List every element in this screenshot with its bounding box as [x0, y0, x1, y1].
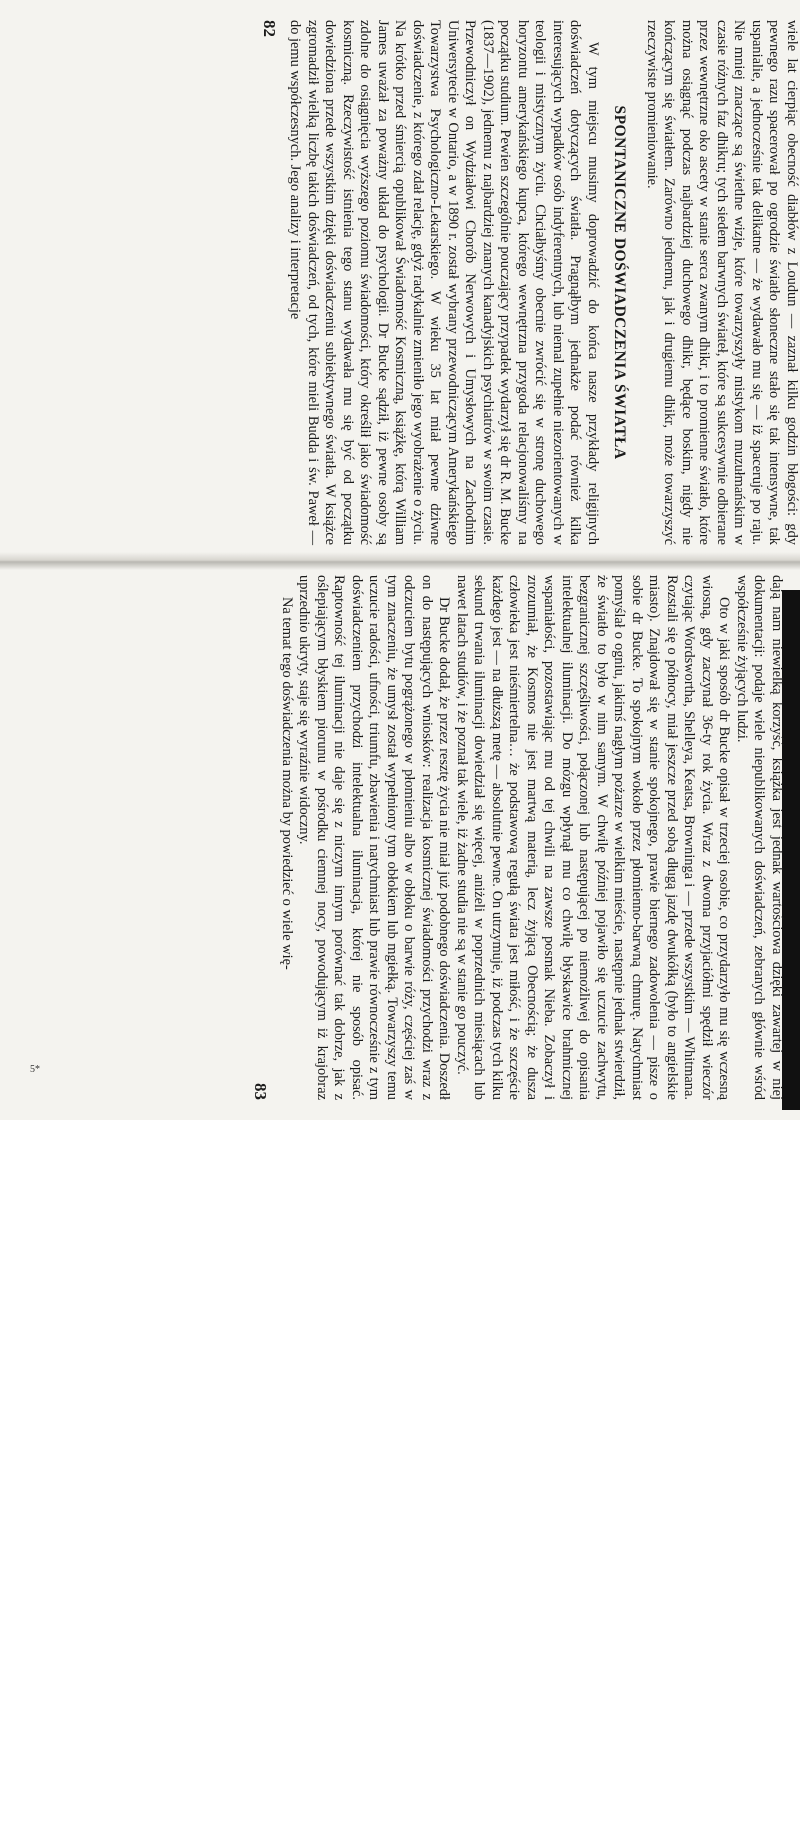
- page-fold-shadow: [0, 552, 800, 570]
- paragraph-main: W tym miejscu musimy doprowadzić do końca nasze przykłady religijnych doświadczeń dotyczących światła. Pragnąłbym jednakże podać również kilka interesujących wypadków osób indyferentnych, lub niemal zupełnie niezorientowanych w teologii i mistycznym życiu. Chciałbyśmy obecnie zwrócić się w stronę duchowego horyzontu amerykańskiego kupca, którego wewnętrzna przygoda relacjonowaliśmy na początku studium. Pewien szczególnie pouczający przypadek wydarzył się dr R. M. Bucke (1837—1902), jednemu z najbardziej znanych kanadyjskich psychiatrów w swoim czasie. Przewodniczył on Wydziałowi Chorób Nerwowych i Umysłowych na Zachodnim Uniwersytecie w Ontario, a w 1890 r. został wybrany przewodniczącym Amerykańskiego Towarzystwa Psychologiczno-Lekarskiego. W wieku 35 lat miał pewne dziwne doświadczenie, z którego zdał relację, gdyż radykalnie zmieniło jego wyobrażenie o życiu. Na krótko przed śmiercią opublikował Świadomość Kosmiczną, książkę, którą William James uważał za poważny układ do psychologii. Dr Bucke sądził, iż pewne osoby są zdolne do osiągnięcia wyższego poziomu świadomości, który określił jako świadomość kosmiczną. Rzeczywistość istnienia tego stanu wydawała mu się być od początku dowiedziona przede wszystkim dzięki doświadczeniu subiektywnego światła. W książce zgromadził wielką liczbę takich doświadczeń, od tych, które mieli Budda i św. Paweł — do jemu współczesnych. Jego analizy i interpretacje: [287, 20, 601, 545]
- paragraph-1: dają nam niewielką korzyść, książka jest jednak wartościowa dzięki zawartej w niej dokumentacji: podaje wiele niepublikowanych doświadczeń, zebranych głównie wśród współcześnie żyjących ludzi.: [734, 575, 785, 1100]
- page-number: 82: [260, 20, 279, 37]
- paragraph-4: Na temat tego doświadczenia można by powiedzieć o wiele wię-: [279, 597, 295, 970]
- page-83: [20, 575, 785, 1100]
- section-heading: SPONTANICZNE DOŚWIADCZENIA ŚWIATŁA: [611, 105, 629, 460]
- paragraph-2: Oto w jaki sposób dr Bucke opisał w trzeciej osobie, co przydarzyło mu się wczesną wiosną, gdy zaczynał 36-ty rok życia. Wraz z dwoma przyjaciółmi spędził wieczór czytając Wordswortha, Shelleya, Keatsa, Browninga i — przede wszystkim — Whitmana. Rozstali się o północy, miał jeszcze przed sobą długą jazdę dwukółką (było to angielskie miasto). Znajdował się w stanie spokojnego, prawie biernego zadowolenia — pisze o sobie dr Bucke. To spokojnym wokoło przez płomienno-barwną chmurę. Natychmiast pomyślał o ogniu, jakimś nagłym pożarze w wielkim mieście, następnie jednak stwierdził, że światło to było w nim samym. W chwilę później pojawiło się uczucie zachwytu, bezgranicznej szczęśliwości, połączonej lub następującej po niemożliwej do opisania intelektualnej iluminacji. Do mózgu wpłynął mu co chwilę błyskawice brahmicznej wspaniałości, pozostawiając mu od tej chwili na zawsze posmak Nieba. Zobaczył i zrozumiał, że Kosmos nie jest martwą materią, lecz żyjącą Obecnością; że dusza człowieka jest nieśmiertelna… że podstawową regułą świata jest miłość, i że szczęście każdego jest — na dłuższą metę — absolutnie pewne. On utrzymuje, iż podczas tych kilku sekund trwania iluminacji dowiedział się więcej, aniżeli w poprzednich miesiącach lub nawet latach studiów, i że poznał tak wiele, iż żadne studia nie są w stanie go pouczyć.: [454, 575, 733, 1100]
- page-82: [100, 20, 800, 545]
- page-number: 83: [251, 1083, 271, 1100]
- paragraph-continued: wiele lat cierpiąc obecność diabłów z Loudun — zaznał kilku godzin błogości: gdy pewnego razu spacerował po ogrodzie światło słoneczne stało się tak intensywne, tak uspanialie, a jednocześnie tak delikatne — że wydawało mu się — iż spaceruje po raju. Nie mniej znaczące są świetlne wizje, które towarzyszyły mistykom muzułmańskim w czasie różnych faz dhikru; tych siedem barwnych świateł, które są sukcesywnie odbierane przez wewnętrzne oko ascety w stanie serca zwanym dhikr, i to promienne światło, które można osiągnąć podczas najbardziej duchowego dhikr, będące boskim, nigdy nie kończącym się światłem. Zarówno jednemu, jak i drugiemu dhikr, może towarzyszyć rzeczywiste promieniowanie.: [644, 20, 800, 545]
- paragraph-3: Dr Bucke dodał, że przez resztę życia nie miał już podobnego doświadczenia. Doszedł on do następujących wniosków: realizacja kosmicznej świadomości przychodzi wraz z odczuciem bytu pogrążonego w płomieniu albo w obłoku o barwie róży, częściej zaś w tym znaczeniu, że umysł został wypełniony tym obłokiem lub mgiełką. Towarzyszy temu uczucie radości, ufności, triumfu, zbawienia i natychmiast lub prawie równocześnie z tym doświadczeniem przychodzi intelektualna iluminacja, której nie sposób opisać. Raptowność tej iluminacji nie daje się z niczym innym porównać tak dobrze, jak z oślepiającym błyskiem piorunu w pośrodku ciemnej nocy, powodującym iż krajobraz uprzednio ukryty, staje się wyraźnie widoczny.: [296, 575, 453, 1100]
- margin-mark: 5*: [30, 1064, 40, 1075]
